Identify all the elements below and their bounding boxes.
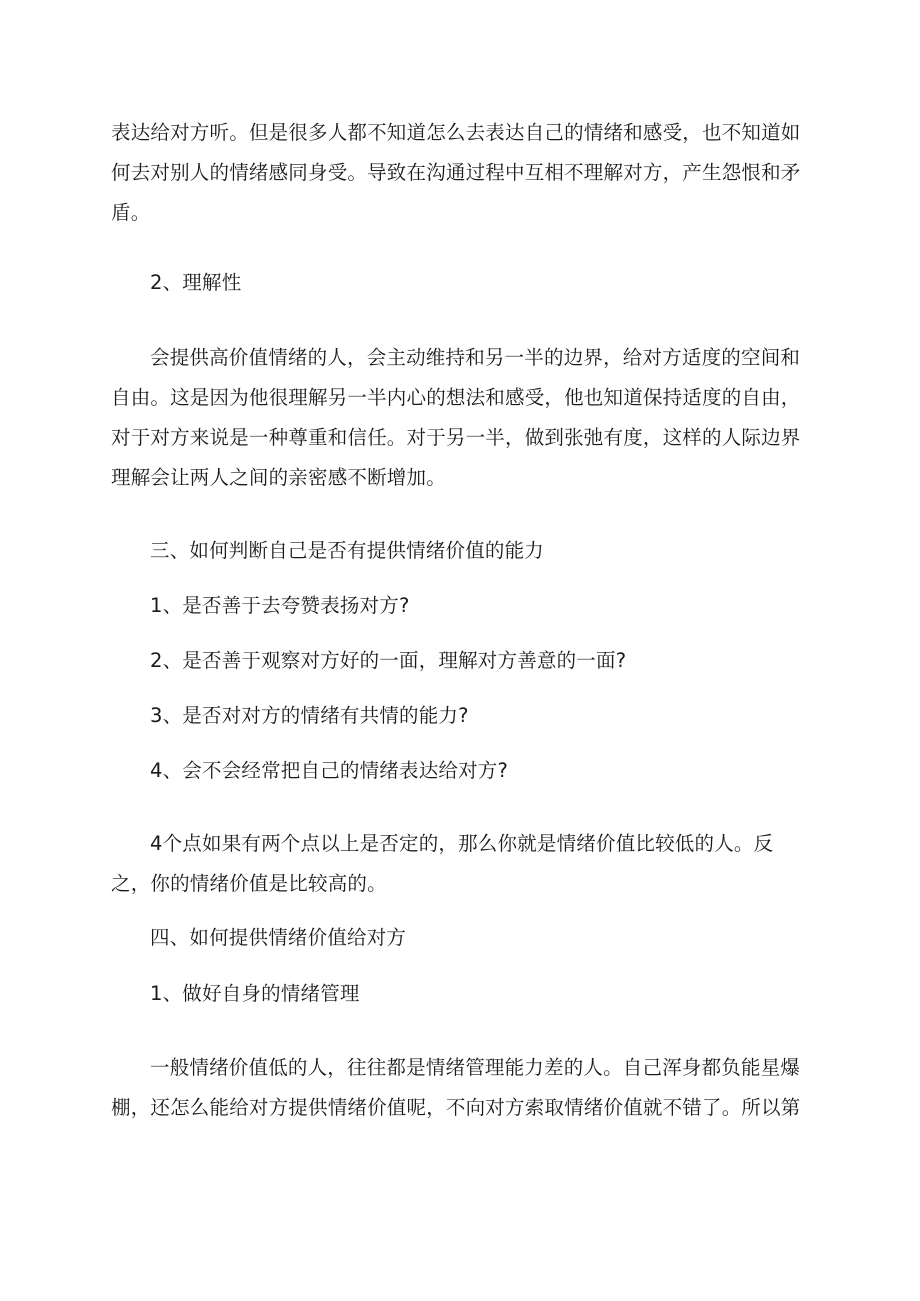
question-4: 4、会不会经常把自己的情绪表达给对方? bbox=[150, 759, 509, 782]
paragraph-boundaries: 会提供高价值情绪的人，会主动维持和另一半的边界，给对方适度的空间和自由。这是因为他很理解另一半内心的想法和感受，他也知道保持适度的自由，对于对方来说是一种尊重和信任。对于另一半，做到张弛有度，这样的人际边界理解会让两人之间的亲密感不断增加。 bbox=[111, 346, 801, 489]
question-3: 3、是否对对方的情绪有共情的能力? bbox=[150, 704, 469, 727]
question-2: 2、是否善于观察对方好的一面，理解对方善意的一面? bbox=[150, 649, 627, 672]
paragraph-express-feelings: 表达给对方听。但是很多人都不知道怎么去表达自己的情绪和感受，也不知道如何去对别人的情绪感同身受。导致在沟通过程中互相不理解对方，产生怨恨和矛盾。 bbox=[111, 121, 801, 224]
paragraph-low-emotional-value: 一般情绪价值低的人，往往都是情绪管理能力差的人。自己浑身都负能星爆棚，还怎么能给对方提供情绪价值呢，不向对方索取情绪价值就不错了。所以第 bbox=[111, 1056, 801, 1119]
section-heading-3: 三、如何判断自己是否有提供情绪价值的能力 bbox=[150, 539, 545, 562]
question-1: 1、是否善于去夸赞表扬对方? bbox=[150, 594, 410, 617]
heading-understanding: 2、理解性 bbox=[150, 271, 242, 294]
section-heading-4: 四、如何提供情绪价值给对方 bbox=[150, 926, 407, 949]
heading-emotion-management: 1、做好自身的情绪管理 bbox=[150, 982, 360, 1005]
paragraph-conclusion: 4个点如果有两个点以上是否定的，那么你就是情绪价值比较低的人。反之，你的情绪价值是比较高的。 bbox=[111, 832, 774, 895]
